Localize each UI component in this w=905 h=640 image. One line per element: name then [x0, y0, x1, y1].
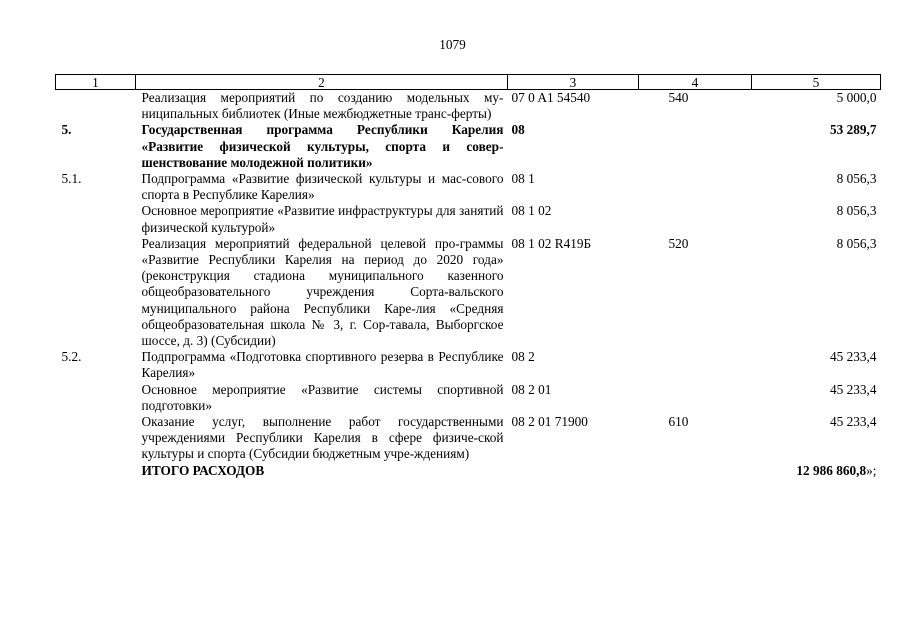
row-name: Подпрограмма «Подготовка спортивного резерва в Республике Карелия»	[141, 349, 504, 381]
total-label: ИТОГО РАСХОДОВ	[141, 462, 265, 478]
row-expense-type	[639, 349, 752, 381]
table-row	[56, 236, 881, 349]
table-row	[56, 382, 881, 414]
row-amount: 8 056,3	[836, 203, 877, 219]
column-header-4: 4	[639, 75, 752, 90]
row-name: Реализация мероприятий по созданию модельных му-ниципальных библиотек (Иные межбюджетные транс-ферты)	[141, 90, 504, 122]
table-body	[56, 90, 881, 463]
row-number	[56, 203, 136, 235]
row-expense-type: 610	[668, 414, 689, 430]
total-row-num	[56, 463, 136, 479]
row-amount: 45 233,4	[829, 349, 877, 365]
total-amount: 12 986 860,8	[796, 462, 867, 478]
column-header-5: 5	[752, 75, 881, 90]
row-expense-type	[639, 171, 752, 203]
row-code: 08 2 01 71900	[511, 414, 588, 430]
row-code: 08	[511, 122, 525, 138]
row-amount: 8 056,3	[836, 235, 877, 251]
row-number: 5.2.	[61, 349, 82, 365]
table-row	[56, 414, 881, 463]
row-expense-type	[639, 122, 752, 171]
row-number: 5.	[61, 122, 72, 138]
table-row	[56, 90, 881, 123]
budget-table	[55, 74, 881, 479]
row-amount: 5 000,0	[836, 90, 877, 105]
table-header-row	[56, 75, 881, 90]
total-row-code	[508, 463, 639, 479]
row-name: Основное мероприятие «Развитие системы спортивной подготовки»	[141, 381, 504, 413]
column-header-2: 2	[136, 75, 508, 90]
row-number	[56, 90, 136, 123]
row-code: 08 1 02	[511, 203, 552, 219]
row-code: 08 1	[511, 171, 535, 187]
row-expense-type	[639, 203, 752, 235]
table-row	[56, 122, 881, 171]
table-row	[56, 203, 881, 235]
row-number	[56, 382, 136, 414]
page-number: 1079	[439, 37, 466, 52]
row-amount: 53 289,7	[829, 122, 877, 138]
row-code: 07 0 A1 54540	[511, 90, 591, 105]
row-name: Государственная программа Республики Карелия «Развитие физической культуры, спорта и совер-шенствование молодежной политики»	[141, 122, 504, 170]
total-amount-cell	[639, 463, 881, 479]
row-number	[56, 236, 136, 349]
column-header-3: 3	[508, 75, 639, 90]
row-expense-type	[639, 382, 752, 414]
row-number: 5.1.	[61, 171, 82, 187]
row-name: Подпрограмма «Развитие физической культуры и мас-сового спорта в Республике Карелия»	[141, 171, 504, 203]
column-header-1: 1	[56, 75, 136, 90]
row-code: 08 1 02 R419Б	[511, 235, 592, 251]
total-tail: »;	[866, 462, 877, 478]
total-row	[56, 463, 881, 479]
row-amount: 45 233,4	[829, 414, 877, 430]
row-code: 08 2	[511, 349, 535, 365]
table-row	[56, 349, 881, 381]
row-name: Реализация мероприятий федеральной целевой про-граммы «Развитие Республики Карелия на период до 2020 года» (реконструкция стадиона муниципального казенного общеобразовательного учреждения Сорта-вальского муниципального района Республики Каре-лия «Средняя общеобразовательная школа № 3, г. Сор-тавала, Выборгское шоссе, д. 3) (Субсидии)	[141, 235, 504, 349]
row-amount: 8 056,3	[836, 171, 877, 187]
row-name: Оказание услуг, выполнение работ государственными учреждениями Республики Карелия в сфере физиче-ской культуры и спорта (Субсидии бюджетным учре-ждениям)	[141, 414, 504, 462]
row-code: 08 2 01	[511, 381, 552, 397]
row-number	[56, 414, 136, 463]
row-expense-type: 520	[668, 235, 689, 251]
row-name: Основное мероприятие «Развитие инфраструктуры для занятий физической культурой»	[141, 203, 504, 235]
row-expense-type: 540	[668, 90, 689, 105]
table-row	[56, 171, 881, 203]
row-amount: 45 233,4	[829, 381, 877, 397]
